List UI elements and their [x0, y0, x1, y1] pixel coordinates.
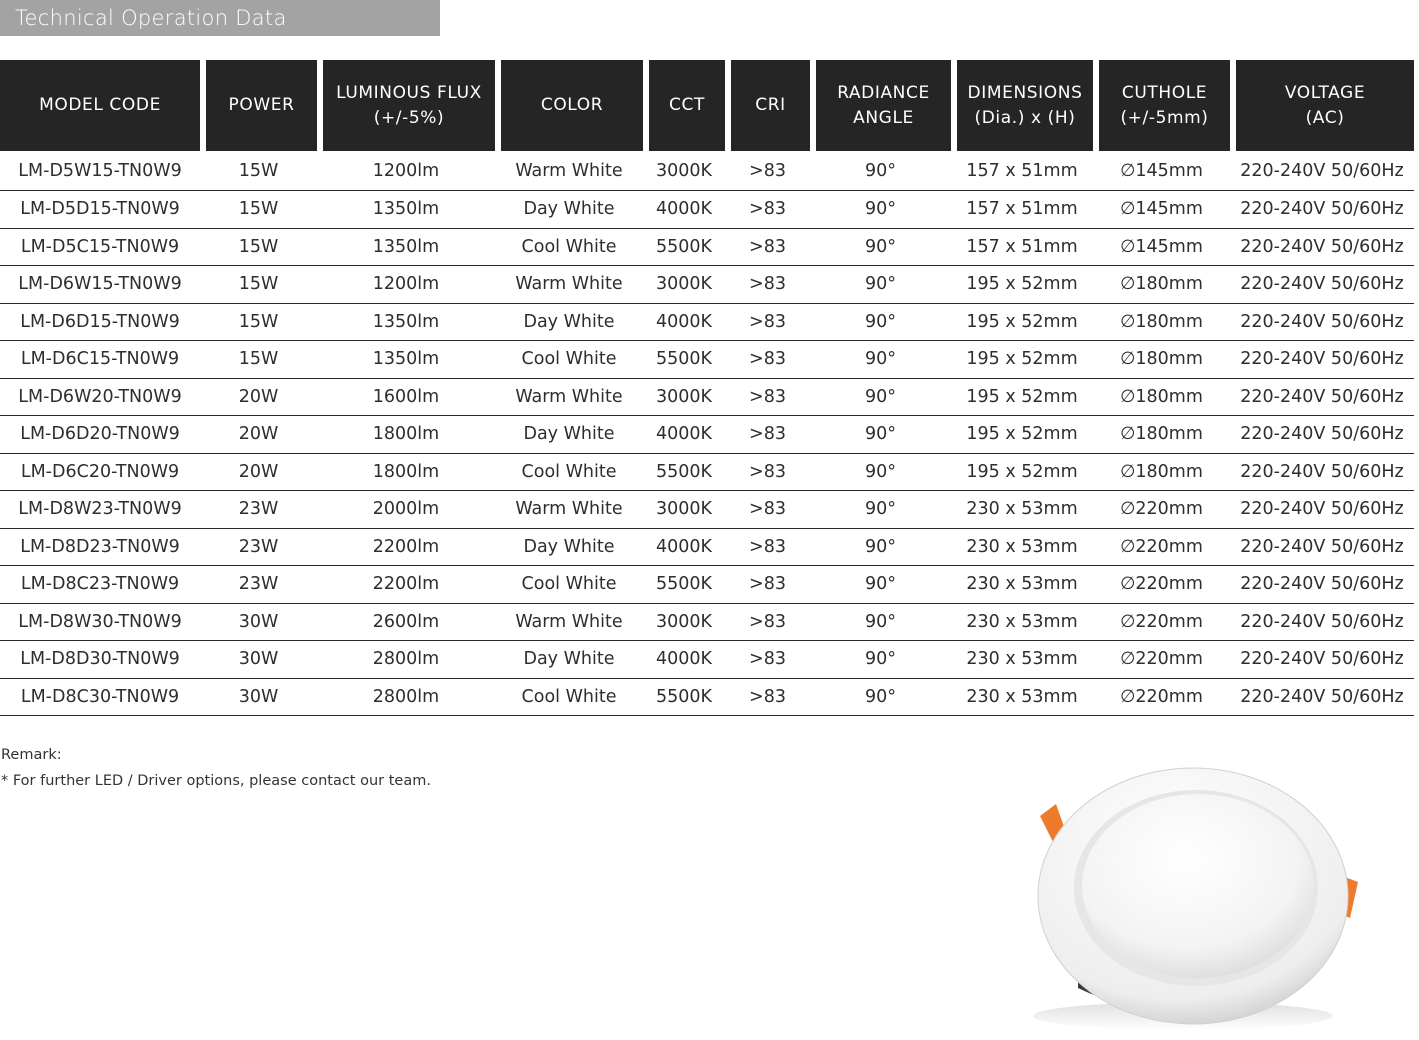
table-cell: ∅180mm: [1093, 416, 1230, 454]
column-header-line2: (AC): [1305, 107, 1345, 128]
table-cell: 195 x 52mm: [951, 416, 1093, 454]
table-cell: 2200lm: [317, 529, 495, 567]
table-row: [0, 341, 1414, 379]
table-cell: 3000K: [643, 151, 725, 191]
table-cell: Cool White: [495, 679, 643, 717]
table-row: [0, 304, 1414, 342]
table-cell: 5500K: [643, 229, 725, 267]
column-header-line1: MODEL CODE: [39, 95, 161, 115]
table-cell: 1350lm: [317, 229, 495, 267]
table-cell: ∅180mm: [1093, 304, 1230, 342]
table-cell: 3000K: [643, 379, 725, 417]
table-cell: 1800lm: [317, 416, 495, 454]
table-cell: 90°: [810, 529, 951, 567]
table-cell: >83: [725, 641, 810, 679]
table-cell: 15W: [200, 266, 317, 304]
table-cell: 3000K: [643, 266, 725, 304]
table-cell: LM-D5D15-TN0W9: [0, 191, 200, 229]
table-cell: LM-D8W30-TN0W9: [0, 604, 200, 642]
table-row: [0, 566, 1414, 604]
table-cell: LM-D8C23-TN0W9: [0, 566, 200, 604]
table-cell: 230 x 53mm: [951, 679, 1093, 717]
table-cell: 15W: [200, 191, 317, 229]
table-cell: ∅220mm: [1093, 641, 1230, 679]
table-cell: Day White: [495, 191, 643, 229]
table-cell: >83: [725, 379, 810, 417]
table-cell: 4000K: [643, 304, 725, 342]
table-cell: 23W: [200, 566, 317, 604]
table-cell: 220-240V 50/60Hz: [1230, 304, 1414, 342]
table-cell: Day White: [495, 304, 643, 342]
column-header-line1: CUTHOLE: [1121, 82, 1208, 103]
table-cell: 195 x 52mm: [951, 304, 1093, 342]
column-header-line2: ANGLE: [853, 107, 914, 128]
table-cell: Warm White: [495, 379, 643, 417]
table-cell: ∅180mm: [1093, 454, 1230, 492]
table-cell: 220-240V 50/60Hz: [1230, 566, 1414, 604]
table-cell: 90°: [810, 304, 951, 342]
table-cell: 3000K: [643, 604, 725, 642]
table-row: [0, 266, 1414, 304]
column-header: [495, 60, 643, 151]
table-cell: 220-240V 50/60Hz: [1230, 341, 1414, 379]
table-cell: Day White: [495, 641, 643, 679]
table-cell: ∅220mm: [1093, 604, 1230, 642]
table-cell: 1800lm: [317, 454, 495, 492]
table-cell: Cool White: [495, 229, 643, 267]
table-cell: 230 x 53mm: [951, 566, 1093, 604]
table-cell: 220-240V 50/60Hz: [1230, 229, 1414, 267]
table-cell: LM-D8W23-TN0W9: [0, 491, 200, 529]
table-cell: Warm White: [495, 266, 643, 304]
table-cell: LM-D6C20-TN0W9: [0, 454, 200, 492]
table-cell: 220-240V 50/60Hz: [1230, 266, 1414, 304]
table-cell: 20W: [200, 416, 317, 454]
downlight-product-image: [968, 726, 1408, 1036]
table-cell: >83: [725, 151, 810, 191]
table-cell: Cool White: [495, 566, 643, 604]
table-cell: >83: [725, 304, 810, 342]
table-cell: LM-D6D20-TN0W9: [0, 416, 200, 454]
table-cell: 90°: [810, 454, 951, 492]
table-cell: 195 x 52mm: [951, 379, 1093, 417]
table-cell: 220-240V 50/60Hz: [1230, 454, 1414, 492]
table-cell: 15W: [200, 151, 317, 191]
table-cell: Warm White: [495, 604, 643, 642]
column-header-line2: (Dia.) x (H): [974, 107, 1076, 128]
table-cell: 195 x 52mm: [951, 454, 1093, 492]
table-cell: 157 x 51mm: [951, 191, 1093, 229]
table-cell: 220-240V 50/60Hz: [1230, 529, 1414, 567]
table-cell: 30W: [200, 641, 317, 679]
table-cell: 195 x 52mm: [951, 341, 1093, 379]
table-cell: ∅180mm: [1093, 266, 1230, 304]
column-header-line1: VOLTAGE: [1284, 82, 1366, 103]
table-cell: ∅145mm: [1093, 191, 1230, 229]
table-cell: 90°: [810, 416, 951, 454]
table-cell: 1200lm: [317, 151, 495, 191]
table-cell: Day White: [495, 416, 643, 454]
table-cell: 220-240V 50/60Hz: [1230, 679, 1414, 717]
table-cell: 15W: [200, 341, 317, 379]
column-header: [810, 60, 951, 151]
table-cell: 157 x 51mm: [951, 229, 1093, 267]
table-cell: 23W: [200, 529, 317, 567]
round-led-downlight-icon: [968, 726, 1408, 1036]
technical-data-table: [0, 60, 1414, 716]
table-cell: LM-D6D15-TN0W9: [0, 304, 200, 342]
table-cell: Warm White: [495, 151, 643, 191]
table-cell: 5500K: [643, 566, 725, 604]
table-cell: 20W: [200, 379, 317, 417]
column-header: [951, 60, 1093, 151]
table-cell: 90°: [810, 379, 951, 417]
remark-note: * For further LED / Driver options, please contact our team.: [1, 773, 431, 789]
table-cell: >83: [725, 529, 810, 567]
table-cell: >83: [725, 604, 810, 642]
column-header: [200, 60, 317, 151]
table-cell: 1350lm: [317, 191, 495, 229]
table-row: [0, 416, 1414, 454]
table-row: [0, 454, 1414, 492]
column-header-line1: RADIANCE: [837, 82, 930, 103]
table-row: [0, 641, 1414, 679]
table-row: [0, 604, 1414, 642]
table-cell: LM-D8C30-TN0W9: [0, 679, 200, 717]
table-cell: ∅220mm: [1093, 529, 1230, 567]
table-cell: >83: [725, 566, 810, 604]
column-header-line1: POWER: [228, 95, 295, 115]
table-cell: 2200lm: [317, 566, 495, 604]
table-row: [0, 491, 1414, 529]
table-cell: 195 x 52mm: [951, 266, 1093, 304]
table-cell: Cool White: [495, 454, 643, 492]
table-row: [0, 529, 1414, 567]
table-cell: 1350lm: [317, 341, 495, 379]
table-cell: 3000K: [643, 491, 725, 529]
column-header-line1: CRI: [755, 95, 786, 115]
column-header: [643, 60, 725, 151]
table-cell: >83: [725, 341, 810, 379]
table-cell: 90°: [810, 679, 951, 717]
table-cell: 230 x 53mm: [951, 529, 1093, 567]
column-header-line1: CCT: [669, 95, 705, 115]
table-cell: ∅220mm: [1093, 491, 1230, 529]
table-cell: 5500K: [643, 341, 725, 379]
table-cell: 90°: [810, 229, 951, 267]
table-cell: 15W: [200, 229, 317, 267]
table-cell: 230 x 53mm: [951, 604, 1093, 642]
table-cell: 1350lm: [317, 304, 495, 342]
table-cell: >83: [725, 191, 810, 229]
table-cell: 4000K: [643, 191, 725, 229]
table-cell: >83: [725, 416, 810, 454]
column-header: [725, 60, 810, 151]
remark-block: [1, 742, 431, 794]
table-cell: 1600lm: [317, 379, 495, 417]
table-cell: ∅145mm: [1093, 151, 1230, 191]
table-cell: >83: [725, 491, 810, 529]
table-cell: 2800lm: [317, 679, 495, 717]
table-cell: ∅220mm: [1093, 566, 1230, 604]
table-cell: LM-D8D23-TN0W9: [0, 529, 200, 567]
table-header-row: [0, 60, 1414, 151]
table-cell: 90°: [810, 266, 951, 304]
table-cell: 2800lm: [317, 641, 495, 679]
table-cell: LM-D6C15-TN0W9: [0, 341, 200, 379]
table-cell: LM-D5C15-TN0W9: [0, 229, 200, 267]
table-cell: 1200lm: [317, 266, 495, 304]
table-cell: LM-D5W15-TN0W9: [0, 151, 200, 191]
column-header-line1: LUMINOUS FLUX: [336, 82, 482, 103]
table-cell: 220-240V 50/60Hz: [1230, 416, 1414, 454]
table-cell: Warm White: [495, 491, 643, 529]
table-cell: 230 x 53mm: [951, 641, 1093, 679]
column-header: [1230, 60, 1414, 151]
table-cell: 20W: [200, 454, 317, 492]
column-header: [317, 60, 495, 151]
table-cell: 90°: [810, 566, 951, 604]
table-cell: 90°: [810, 151, 951, 191]
table-cell: 4000K: [643, 641, 725, 679]
table-cell: 5500K: [643, 679, 725, 717]
table-cell: 23W: [200, 491, 317, 529]
table-row: [0, 229, 1414, 267]
table-cell: 157 x 51mm: [951, 151, 1093, 191]
column-header-line2: (+/-5%): [373, 107, 445, 128]
table-cell: 2000lm: [317, 491, 495, 529]
table-cell: 90°: [810, 191, 951, 229]
remark-label: Remark:: [1, 747, 62, 763]
table-cell: 220-240V 50/60Hz: [1230, 191, 1414, 229]
table-cell: ∅180mm: [1093, 341, 1230, 379]
table-cell: 15W: [200, 304, 317, 342]
table-cell: >83: [725, 266, 810, 304]
column-header: [0, 60, 200, 151]
table-row: [0, 191, 1414, 229]
table-cell: >83: [725, 454, 810, 492]
table-cell: 90°: [810, 491, 951, 529]
table-cell: 220-240V 50/60Hz: [1230, 641, 1414, 679]
table-cell: 4000K: [643, 416, 725, 454]
table-cell: ∅220mm: [1093, 679, 1230, 717]
table-body: [0, 151, 1414, 716]
table-cell: 90°: [810, 604, 951, 642]
table-cell: 30W: [200, 679, 317, 717]
column-header-line1: DIMENSIONS: [967, 82, 1083, 103]
table-cell: >83: [725, 679, 810, 717]
table-cell: 220-240V 50/60Hz: [1230, 491, 1414, 529]
column-header: [1093, 60, 1230, 151]
column-header-line2: (+/-5mm): [1120, 107, 1209, 128]
table-cell: 220-240V 50/60Hz: [1230, 604, 1414, 642]
table-cell: 230 x 53mm: [951, 491, 1093, 529]
table-cell: LM-D8D30-TN0W9: [0, 641, 200, 679]
table-cell: 5500K: [643, 454, 725, 492]
table-cell: Day White: [495, 529, 643, 567]
column-header-line1: COLOR: [540, 95, 604, 115]
table-cell: LM-D6W20-TN0W9: [0, 379, 200, 417]
table-row: [0, 151, 1414, 191]
table-row: [0, 379, 1414, 417]
table-cell: ∅180mm: [1093, 379, 1230, 417]
table-cell: 220-240V 50/60Hz: [1230, 151, 1414, 191]
table-cell: 90°: [810, 641, 951, 679]
table-cell: 220-240V 50/60Hz: [1230, 379, 1414, 417]
table-cell: >83: [725, 229, 810, 267]
table-cell: 90°: [810, 341, 951, 379]
table-cell: LM-D6W15-TN0W9: [0, 266, 200, 304]
table-cell: 2600lm: [317, 604, 495, 642]
table-row: [0, 679, 1414, 717]
table-cell: 30W: [200, 604, 317, 642]
section-title: Technical Operation Data: [0, 0, 440, 36]
table-cell: 4000K: [643, 529, 725, 567]
table-cell: ∅145mm: [1093, 229, 1230, 267]
table-cell: Cool White: [495, 341, 643, 379]
